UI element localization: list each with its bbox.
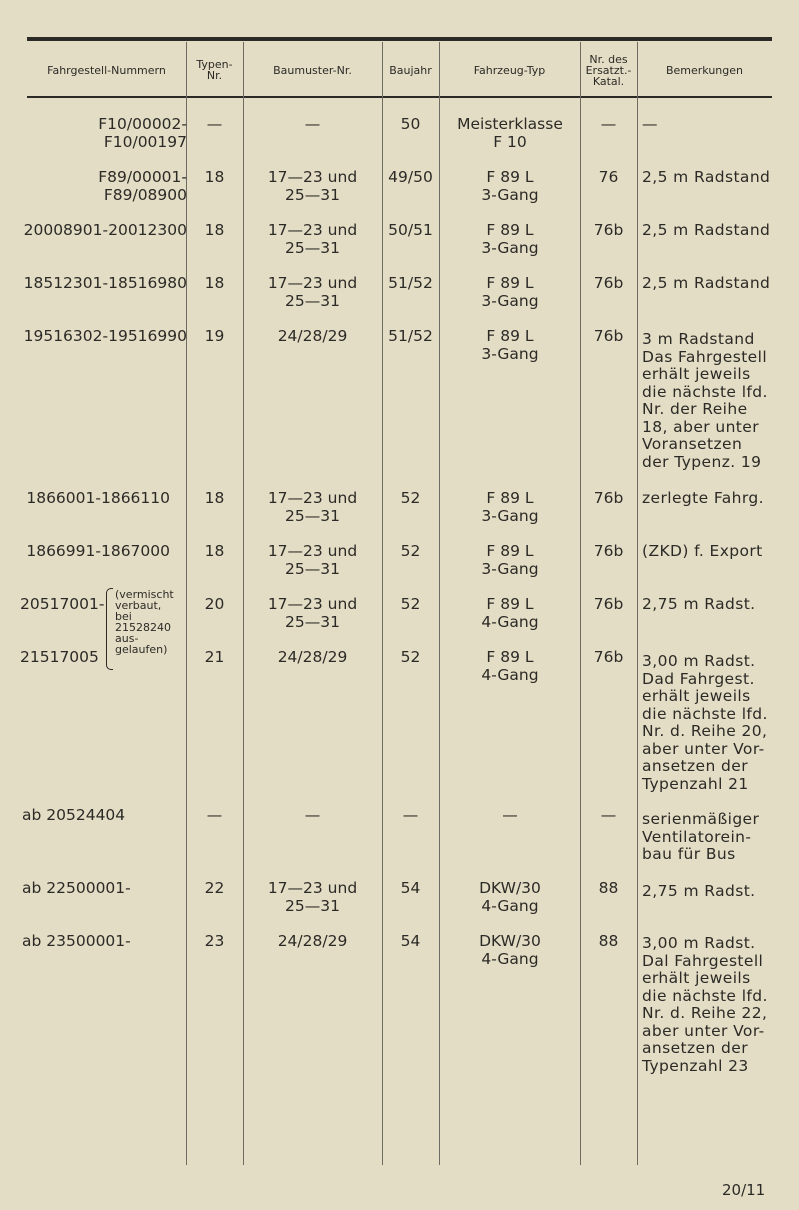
header-rule bbox=[27, 96, 772, 98]
row-typen: 19 bbox=[204, 327, 225, 345]
row-katalog: 76b bbox=[593, 327, 624, 345]
header-typen-line1: Typen- bbox=[196, 58, 233, 71]
group-note: (vermischt verbaut, bei 21528240 aus- gelaufen) bbox=[115, 588, 174, 656]
row-fahrzeugtyp: F 89 L 3-Gang bbox=[481, 168, 539, 204]
row-bemerkung: 2,5 m Radstand bbox=[642, 168, 771, 186]
row-baujahr: 50 bbox=[400, 115, 421, 133]
row-typen: — bbox=[206, 115, 223, 133]
row-fahrgestell: 18512301-18516980 bbox=[23, 274, 187, 292]
row-baumuster: 24/28/29 bbox=[277, 932, 348, 950]
row-katalog: 76b bbox=[593, 595, 624, 613]
header-bemerkungen: Bemerkungen bbox=[665, 63, 744, 77]
row-baumuster: — bbox=[304, 115, 321, 133]
row-katalog: 76b bbox=[593, 489, 624, 507]
row-fahrgestell: ab 23500001- bbox=[22, 932, 131, 950]
row-fahrgestell: F89/00001-F89/08900 bbox=[98, 168, 187, 204]
row-katalog: — bbox=[600, 115, 617, 133]
row-typen: 18 bbox=[204, 168, 225, 186]
row-baumuster: 17—23 und 25—31 bbox=[267, 221, 358, 257]
row-fahrgestell: F10/00002-F10/00197 bbox=[98, 115, 187, 151]
column-divider bbox=[637, 42, 638, 1165]
row-katalog: 88 bbox=[598, 932, 619, 950]
row-fahrgestell: ab 20524404 bbox=[22, 806, 126, 824]
row-fahrzeugtyp: DKW/30 4-Gang bbox=[479, 879, 541, 915]
row-katalog: 76 bbox=[598, 168, 619, 186]
row-baujahr: 51/52 bbox=[388, 327, 433, 345]
row-fahrgestell: 19516302-19516990 bbox=[23, 327, 187, 345]
row-bemerkung: serienmäßiger Ventilatorein- bau für Bus bbox=[642, 810, 760, 863]
row-bemerkung: 3 m Radstand Das Fahrgestell erhält jeweils die nächste lfd. Nr. der Reihe 18, aber unter Voransetzen der Typenz. 19 bbox=[642, 330, 768, 471]
header-ersatzteil bbox=[580, 46, 637, 94]
row-fahrgestell: ab 22500001- bbox=[22, 879, 131, 897]
row-baujahr: 52 bbox=[400, 648, 421, 666]
row-bemerkung: 2,5 m Radstand bbox=[642, 274, 771, 292]
row-baumuster: 24/28/29 bbox=[277, 327, 348, 345]
row-fahrzeugtyp: F 89 L 3-Gang bbox=[481, 221, 539, 257]
row-fahrgestell: 20517001- bbox=[20, 595, 105, 613]
row-bemerkung: 3,00 m Radst. Dad Fahrgest. erhält jeweils die nächste lfd. Nr. d. Reihe 20, aber unter Vor- ansetzen der Typenzahl 21 bbox=[642, 652, 768, 793]
row-baujahr: 54 bbox=[400, 932, 421, 950]
row-katalog: 88 bbox=[598, 879, 619, 897]
header-ersatzteil-line3: Katal. bbox=[592, 74, 625, 88]
row-baujahr: 50/51 bbox=[388, 221, 433, 239]
row-typen: 18 bbox=[204, 221, 225, 239]
row-baumuster: 17—23 und 25—31 bbox=[267, 489, 358, 525]
row-bemerkung: 2,75 m Radst. bbox=[642, 595, 756, 613]
row-fahrzeugtyp: F 89 L 3-Gang bbox=[481, 327, 539, 363]
row-fahrgestell: 1866991-1867000 bbox=[26, 542, 170, 560]
row-typen: 23 bbox=[204, 932, 225, 950]
row-bemerkung: zerlegte Fahrg. bbox=[642, 489, 764, 507]
row-baumuster: 17—23 und 25—31 bbox=[267, 542, 358, 578]
top-rule bbox=[27, 37, 772, 41]
row-typen: 18 bbox=[204, 489, 225, 507]
row-fahrzeugtyp: F 89 L 3-Gang bbox=[481, 274, 539, 310]
row-baujahr: 52 bbox=[400, 595, 421, 613]
row-baumuster: 17—23 und 25—31 bbox=[267, 879, 358, 915]
row-baujahr: 49/50 bbox=[388, 168, 433, 186]
header-fahrgestell: Fahrgestell-Nummern bbox=[47, 63, 166, 77]
header-ersatzteil-line1: Nr. des bbox=[589, 52, 628, 66]
row-typen: 18 bbox=[204, 274, 225, 292]
row-baujahr: — bbox=[402, 806, 419, 824]
row-fahrgestell: 1866001-1866110 bbox=[26, 489, 170, 507]
row-bemerkung: (ZKD) f. Export bbox=[642, 542, 763, 560]
row-fahrzeugtyp: F 89 L 4-Gang bbox=[481, 648, 539, 684]
row-bemerkung: — bbox=[642, 115, 658, 133]
group-brace bbox=[106, 588, 113, 670]
row-fahrzeugtyp: Meisterklasse F 10 bbox=[457, 115, 563, 151]
row-katalog: 76b bbox=[593, 648, 624, 666]
row-typen: 21 bbox=[204, 648, 225, 666]
row-baumuster: 17—23 und 25—31 bbox=[267, 168, 358, 204]
header-baumuster: Baumuster-Nr. bbox=[273, 63, 352, 77]
row-katalog: 76b bbox=[593, 221, 624, 239]
row-fahrzeugtyp: F 89 L 3-Gang bbox=[481, 489, 539, 525]
row-baumuster: 17—23 und 25—31 bbox=[267, 595, 358, 631]
row-typen: 22 bbox=[204, 879, 225, 897]
row-bemerkung: 2,75 m Radst. bbox=[642, 882, 756, 900]
header-fahrzeugtyp: Fahrzeug-Typ bbox=[473, 63, 546, 77]
header-ersatzteil-line2: Ersatzt.- bbox=[585, 63, 632, 77]
row-katalog: — bbox=[600, 806, 617, 824]
row-fahrgestell: 21517005 bbox=[20, 648, 99, 666]
row-baujahr: 52 bbox=[400, 542, 421, 560]
row-baujahr: 54 bbox=[400, 879, 421, 897]
header-typen bbox=[186, 46, 243, 94]
row-baumuster: 17—23 und 25—31 bbox=[267, 274, 358, 310]
header-typen-line2: Nr. bbox=[206, 69, 223, 82]
row-katalog: 76b bbox=[593, 542, 624, 560]
row-fahrzeugtyp: F 89 L 3-Gang bbox=[481, 542, 539, 578]
row-typen: 20 bbox=[204, 595, 225, 613]
row-katalog: 76b bbox=[593, 274, 624, 292]
row-baujahr: 51/52 bbox=[388, 274, 433, 292]
row-bemerkung: 3,00 m Radst. Dal Fahrgestell erhält jeweils die nächste lfd. Nr. d. Reihe 22, aber unter Vor- ansetzen der Typenzahl 23 bbox=[642, 934, 768, 1075]
row-bemerkung: 2,5 m Radstand bbox=[642, 221, 771, 239]
row-fahrzeugtyp: F 89 L 4-Gang bbox=[481, 595, 539, 631]
row-fahrzeugtyp: — bbox=[502, 806, 518, 824]
header-baujahr: Baujahr bbox=[389, 63, 432, 77]
row-typen: — bbox=[206, 806, 223, 824]
row-fahrzeugtyp: DKW/30 4-Gang bbox=[479, 932, 541, 968]
row-fahrgestell: 20008901-20012300 bbox=[23, 221, 187, 239]
row-baujahr: 52 bbox=[400, 489, 421, 507]
page-number: 20/11 bbox=[722, 1181, 766, 1199]
row-typen: 18 bbox=[204, 542, 225, 560]
row-baumuster: — bbox=[304, 806, 321, 824]
row-baumuster: 24/28/29 bbox=[277, 648, 348, 666]
